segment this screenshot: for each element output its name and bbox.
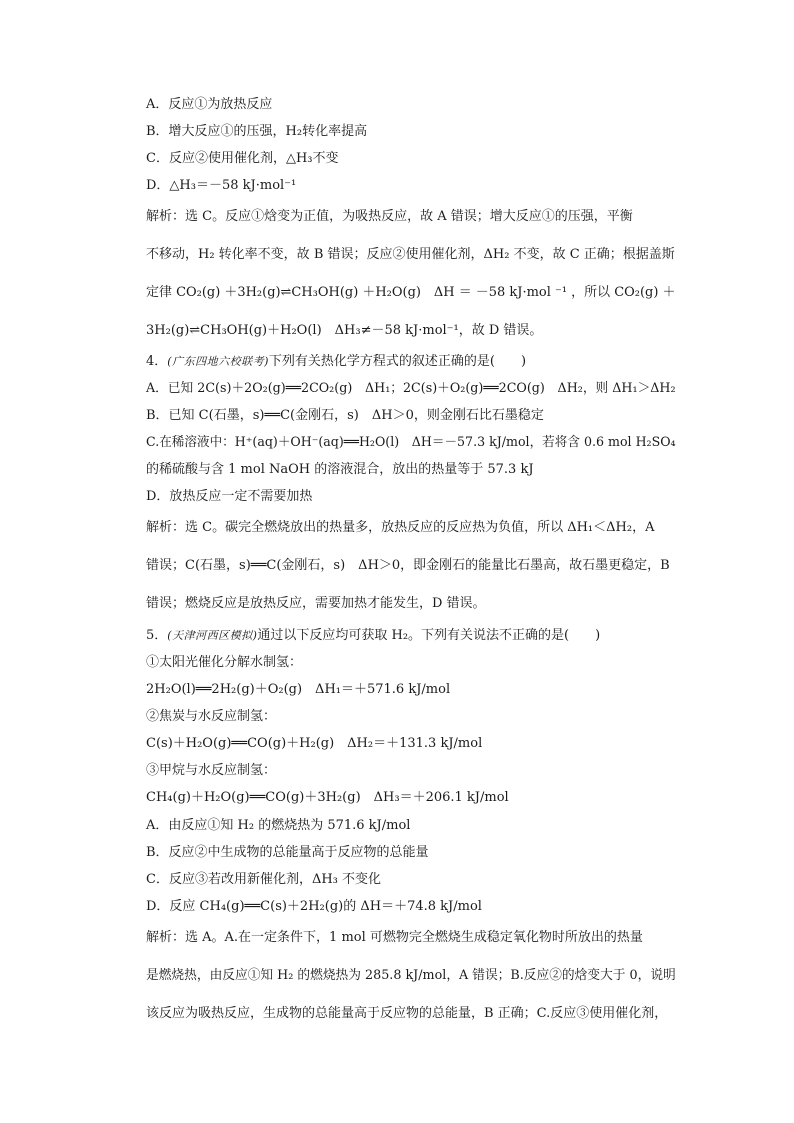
analysis-line: 解析：选 C。反应①焓变为正值，为吸热反应，故 A 错误；增大反应①的压强，平衡: [146, 209, 633, 224]
option-a: A．已知 2C(s)＋2O₂(g)══2CO₂(g) ΔH₁；2C(s)＋O₂(g)══2CO(g) ΔH₂，则 ΔH₁＞ΔH₂: [146, 381, 676, 396]
analysis-line: 该反应为吸热反应，生成物的总能量高于反应物的总能量，B 正确；C.反应③使用催化剂，: [146, 1006, 668, 1021]
reaction-3-equation: CH₄(g)＋H₂O(g)══CO(g)＋3H₂(g) ΔH₃＝＋206.1 kJ/mol: [146, 790, 509, 805]
option-c: C．反应②使用催化剂，△H₃不变: [146, 151, 339, 166]
analysis-line: 错误；C(石墨，s)══C(金刚石，s) ΔH＞0，即金刚石的能量比石墨高，故石墨更稳定，B: [146, 558, 670, 573]
option-d: D．△H₃＝－58 kJ·mol⁻¹: [146, 178, 297, 193]
option-c: C.在稀溶液中：H⁺(aq)＋OH⁻(aq)══H₂O(l) ΔH＝－57.3 kJ/mol，若将含 0.6 mol H₂SO₄: [146, 435, 676, 450]
analysis-line: 不移动，H₂ 转化率不变，故 B 错误；反应②使用催化剂，ΔH₂ 不变，故 C 正确；根据盖斯: [146, 247, 675, 262]
option-d: D．放热反应一定不需要加热: [146, 489, 313, 504]
option-b: B．增大反应①的压强，H₂转化率提高: [146, 124, 368, 139]
reaction-2-equation: C(s)＋H₂O(g)══CO(g)＋H₂(g) ΔH₂＝＋131.3 kJ/mol: [146, 736, 483, 751]
reaction-1-equation: 2H₂O(l)══2H₂(g)＋O₂(g) ΔH₁＝＋571.6 kJ/mol: [146, 682, 451, 697]
analysis-line: 错误；燃烧反应是放热反应，需要加热才能发生，D 错误。: [146, 596, 486, 611]
analysis-line: 3H₂(g)⇌CH₃OH(g)＋H₂O(l) ΔH₃≠－58 kJ·mol⁻¹，故 D 错误。: [146, 323, 543, 338]
option-a: A．反应①为放热反应: [146, 97, 273, 112]
question-text: 下列有关热化学方程式的叙述正确的是( ): [268, 354, 527, 369]
reaction-2-label: ②焦炭与水反应制氢：: [146, 709, 277, 724]
analysis-line: 解析：选 C。碳完全燃烧放出的热量多，放热反应的反应热为负值，所以 ΔH₁＜ΔH₂，A: [146, 520, 655, 535]
question-source: (广东四地六校联考): [167, 355, 269, 368]
analysis-line: 定律 CO₂(g) ＋3H₂(g)⇌CH₃OH(g) ＋H₂O(g) ΔH ＝ －58 kJ·mol ⁻¹ ，所以 CO₂(g) ＋: [146, 285, 676, 300]
option-c-continued: 的稀硫酸与含 1 mol NaOH 的溶液混合，放出的热量等于 57.3 kJ: [146, 462, 534, 477]
reaction-3-label: ③甲烷与水反应制氢：: [146, 763, 277, 778]
question-number: 4．: [146, 354, 168, 369]
analysis-line: 是燃烧热，由反应①知 H₂ 的燃烧热为 285.8 kJ/mol，A 错误；B.反应②的焓变大于 0，说明: [146, 968, 676, 983]
question-4-stem: [146, 353, 526, 371]
question-number: 5．: [146, 628, 168, 643]
option-b: B．已知 C(石墨，s)══C(金刚石，s) ΔH＞0，则金刚石比石墨稳定: [146, 408, 544, 423]
reaction-1-label: ①太阳光催化分解水制氢：: [146, 655, 303, 670]
analysis-line: 解析：选 A。A.在一定条件下，1 mol 可燃物完全燃烧生成稳定氧化物时所放出的热量: [146, 930, 643, 945]
option-c: C．反应③若改用新催化剂，ΔH₃ 不变化: [146, 872, 382, 887]
question-source: (天津河西区模拟): [167, 629, 258, 642]
question-text: 通过以下反应均可获取 H₂。下列有关说法不正确的是( ): [257, 628, 601, 643]
option-a: A．由反应①知 H₂ 的燃烧热为 571.6 kJ/mol: [146, 818, 411, 833]
option-d: D．反应 CH₄(g)══C(s)＋2H₂(g)的 ΔH＝＋74.8 kJ/mol: [146, 899, 482, 914]
option-b: B．反应②中生成物的总能量高于反应物的总能量: [146, 845, 429, 860]
question-5-stem: [146, 627, 600, 645]
